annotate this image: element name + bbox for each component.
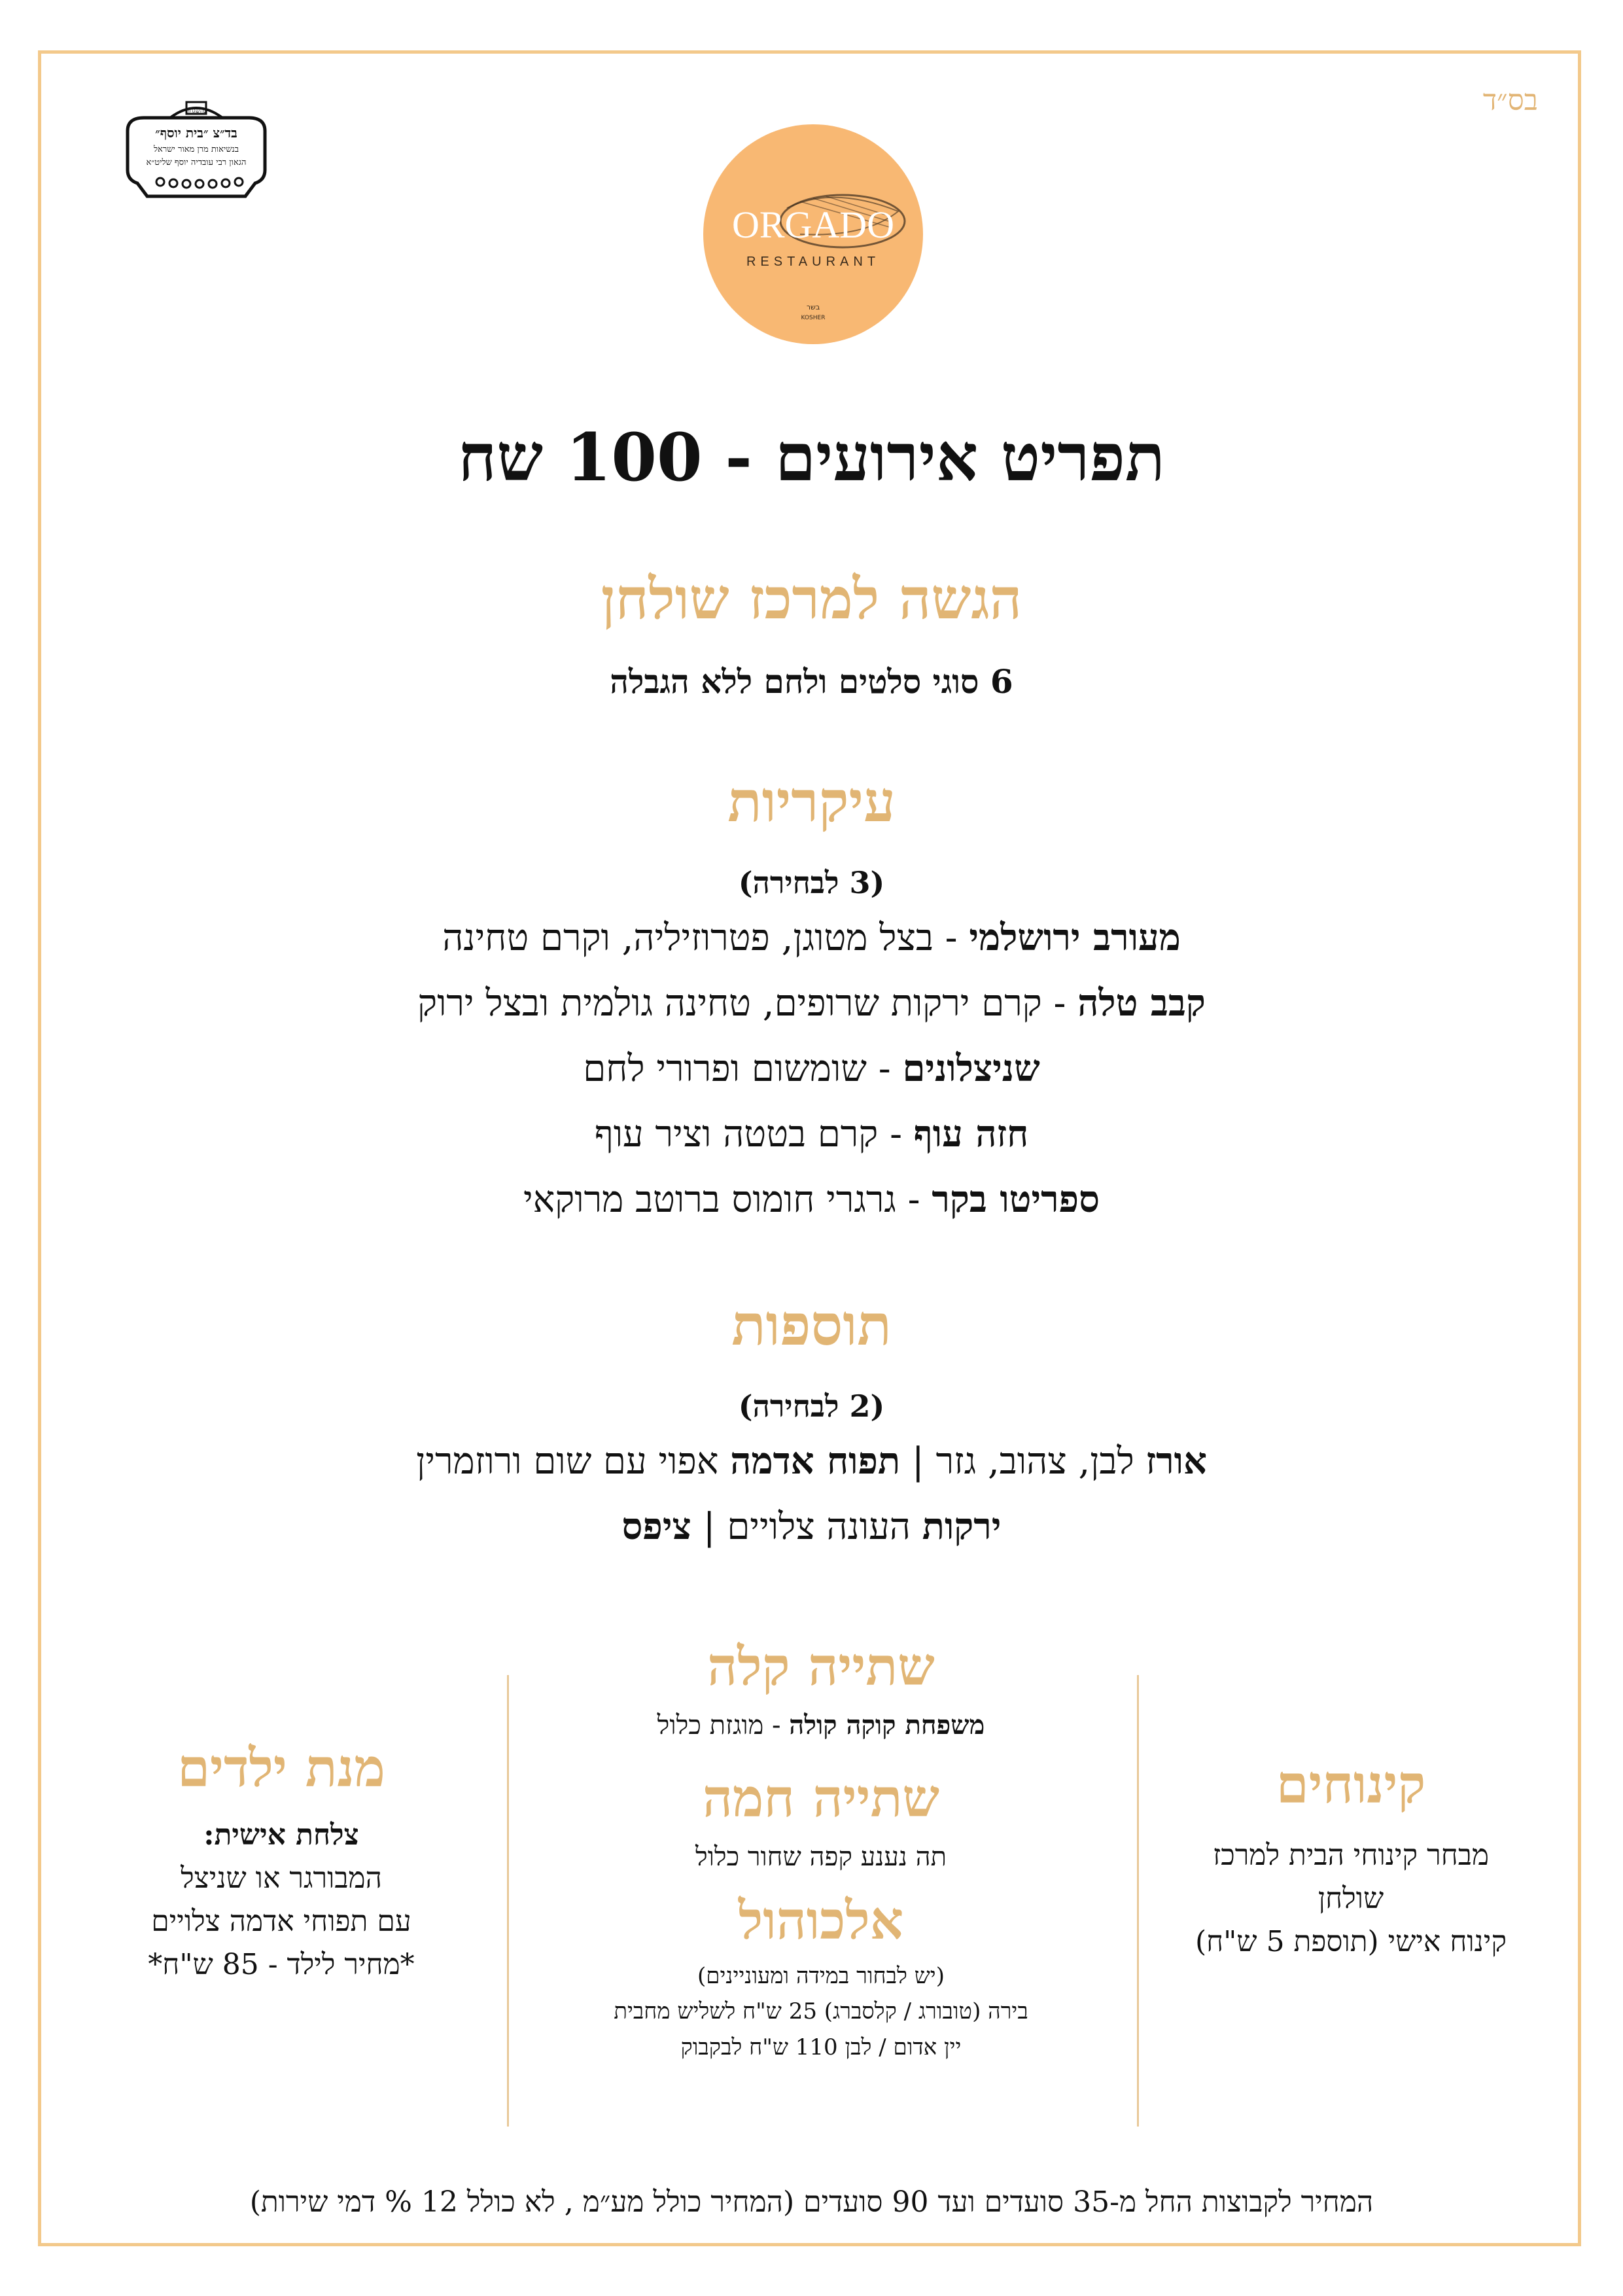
mains-heading: עיקריות — [727, 769, 896, 835]
kids-column — [72, 1737, 491, 1987]
kids-heading: מנת ילדים — [177, 1737, 385, 1799]
kids-line-1: המבורגר או שניצל — [181, 1862, 382, 1895]
kosher-badge-top: בהשגחת — [185, 107, 207, 115]
hot-drinks-desc: תה נענע קפה שחור כלול — [695, 1842, 947, 1872]
center-serving-desc: 6 סוגי סלטים ולחם ללא הגבלה — [610, 662, 1013, 701]
main-item — [0, 981, 1623, 1025]
main-item-name: שניצלונים — [902, 1047, 1040, 1090]
main-item-name: ספריטו בקר — [932, 1178, 1100, 1221]
main-item-desc: - שומשום ופרורי לחם — [583, 1048, 903, 1090]
orgado-logo — [702, 123, 924, 345]
column-divider-right — [1137, 1675, 1139, 2127]
kosher-badge-line2: בנשיאות מרן מאור ישראל — [153, 145, 239, 154]
menu-title: תפריט אירועים - 100 שח — [458, 419, 1165, 496]
main-item — [0, 1047, 1623, 1090]
main-item-desc: - גרגרי חומוס ברוטב מרוקאי — [523, 1178, 932, 1221]
main-item-name: מעורב ירושלמי — [969, 916, 1181, 959]
main-item-desc: - קרם בטטה וציר עוף — [594, 1113, 914, 1156]
logo-subtitle: RESTAURANT — [746, 255, 881, 269]
soft-drinks-desc: משפחת קוקה קולה - מוגזת כלול — [657, 1710, 985, 1740]
desserts-column — [1155, 1754, 1547, 1964]
desserts-line-1: מבחר קינוחי הבית למרכז — [1212, 1839, 1490, 1872]
alcohol-beer: בירה (טובורג / קלסברג) 25 ש"ח לשליש מחבית — [614, 1998, 1028, 2025]
desserts-line-2: שולחן — [1318, 1882, 1384, 1915]
main-item-name: קבב טלה — [1077, 981, 1206, 1025]
alcohol-heading: אלכוהול — [738, 1890, 904, 1951]
main-item — [0, 916, 1623, 959]
mains-note: (3 לבחירה) — [738, 865, 885, 900]
sides-note: (2 לבחירה) — [738, 1388, 885, 1424]
soft-drinks-heading: שתייה קלה — [707, 1636, 935, 1697]
center-serving-heading: הגשה למרכז שולחן — [601, 566, 1022, 632]
kids-line-2: עם תפוחי אדמה צלויים — [151, 1905, 411, 1938]
sides-line-1: אורז לבן, צהוב, גזר | תפוח אדמה אפוי עם שום ורוזמרין — [416, 1439, 1207, 1483]
desserts-heading: קינוחים — [1276, 1754, 1426, 1815]
main-item — [0, 1178, 1623, 1221]
logo-brand: ORGADO — [731, 203, 895, 246]
main-item-name: חזה עוף — [913, 1112, 1029, 1156]
sides-heading: תוספות — [731, 1292, 892, 1358]
drinks-column — [523, 1636, 1119, 2065]
hot-drinks-heading: שתייה חמה — [702, 1767, 940, 1829]
kids-label: צלחת אישית: — [203, 1818, 359, 1852]
kosher-certification-badge — [114, 98, 278, 209]
alcohol-note: (יש לבחור במידה ומעוניינים) — [697, 1963, 945, 1989]
logo-kosher-he: בשר — [806, 303, 820, 311]
logo-kosher-en: KOSHER — [801, 315, 826, 321]
kids-price: *מחיר לילד - 85 ש"ח* — [148, 1948, 415, 1981]
desserts-line-3: קינוח אישי (תוספת 5 ש"ח) — [1195, 1925, 1507, 1958]
main-item — [0, 1112, 1623, 1156]
main-item-desc: - קרם ירקות שרופים, טחינה גולמית ובצל ירוק — [417, 982, 1078, 1025]
bsd-mark: בס״ד — [1482, 84, 1538, 117]
kosher-badge-line1: בד״צ ״בית יוסף״ — [155, 125, 237, 141]
sides-line-2: ירקות העונה צלויים | ציפס — [621, 1505, 1002, 1548]
main-item-desc: - בצל מטוגן, פטרוזיליה, וקרם טחינה — [442, 917, 969, 959]
alcohol-wine: יין אדום / לבן 110 ש"ח לבקבוק — [680, 2034, 962, 2060]
column-divider-left — [507, 1675, 509, 2127]
kosher-badge-line3: הגאון רבי עובדיה יוסף שליט״א — [146, 158, 247, 168]
footer-pricing-note: המחיר לקבוצות החל מ-35 סועדים ועד 90 סועדים (המחיר כולל מע״מ , לא כולל 12 % דמי שירות) — [249, 2185, 1374, 2219]
